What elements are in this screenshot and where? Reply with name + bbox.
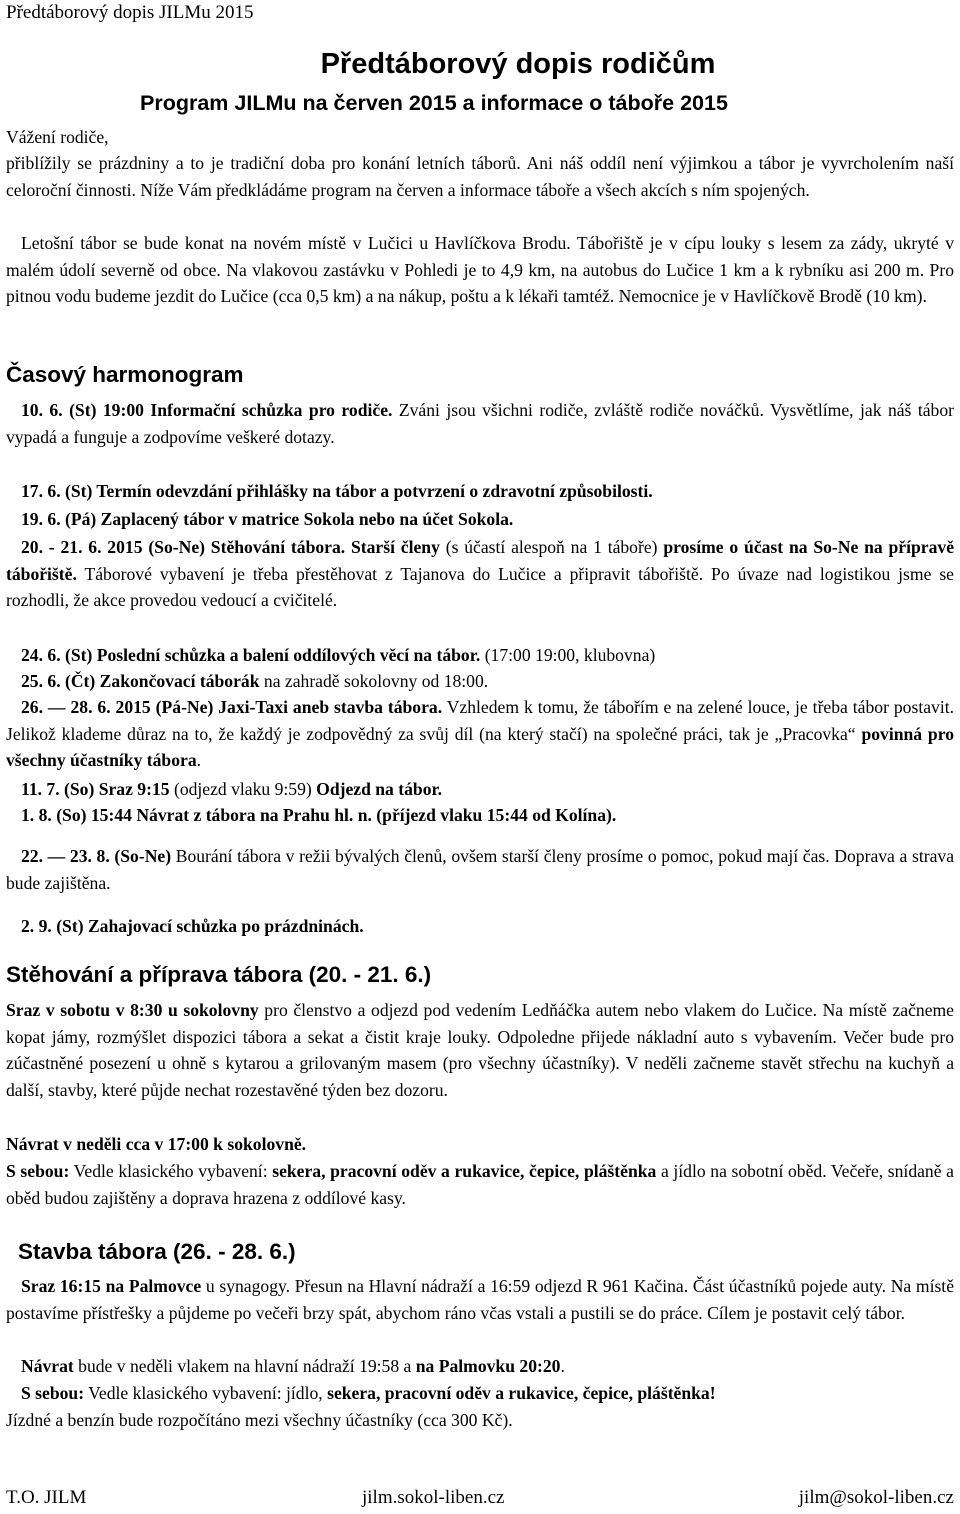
schedule-item-last-meeting: 24. 6. (St) Poslední schůzka a balení oddílových věcí na tábor. (17:00 19:00, klubovna) bbox=[21, 645, 656, 665]
schedule-item-campfire: 25. 6. (Čt) Zakončovací táborák na zahradě sokolovny od 18:00. bbox=[21, 671, 489, 691]
schedule-item-building: 26. — 28. 6. 2015 (Pá-Ne) Jaxi-Taxi aneb stavba tábora. Vzhledem k tomu, že tábořím e na zelené louce, je třeba tábor postavit. Jelikož klademe důraz na to, že každý je zodpovědný za svůj díl (na který stačí) na společné práci, tak je „Pracovka“ povinná pro všechny účastníky tábora. bbox=[6, 697, 955, 770]
schedule-heading: Časový harmonogram bbox=[6, 362, 244, 387]
building-fare-note: Jízdné a benzín bude rozpočítáno mezi všechny účastníky (cca 300 Kč). bbox=[6, 1410, 513, 1430]
moving-return: Návrat v neděli cca v 17:00 k sokolovně. bbox=[6, 1134, 307, 1154]
schedule-item-first-meeting: 2. 9. (St) Zahajovací schůzka po prázdninách. bbox=[21, 916, 364, 936]
footer-email-link[interactable]: jilm@sokol-liben.cz bbox=[798, 1487, 954, 1508]
building-equipment: S sebou: Vedle klasického vybavení: jídlo, sekera, pracovní oděv a rukavice, čepice, pláštěnka! bbox=[21, 1383, 716, 1403]
schedule-item-return: 1. 8. (So) 15:44 Návrat z tábora na Prahu hl. n. (příjezd vlaku 15:44 od Kolína). bbox=[21, 805, 617, 825]
intro-paragraph: přiblížily se prázdniny a to je tradiční doba pro konání letních táborů. Ani náš oddíl není výjimkou a tábor je vyvrcholením naší celoroční činnosti. Níže Vám předkládáme program na červen a informace táboře a všech akcích s ním spojených. bbox=[6, 153, 954, 200]
schedule-item-parents-meeting: 10. 6. (St) 19:00 Informační schůzka pro rodiče. Zváni jsou všichni rodiče, zvláště rodiče nováčků. Vysvětlíme, jak náš tábor vypadá a funguje a zodpovíme veškeré dotazy. bbox=[6, 400, 954, 447]
moving-equipment: S sebou: Vedle klasického vybavení: sekera, pracovní oděv a rukavice, čepice, pláštěnka a jídlo na sobotní oběd. Večeře, snídaně a oběd budou zajištěny a doprava hrazena z oddílové kasy. bbox=[6, 1161, 954, 1208]
schedule-item-payment: 19. 6. (Pá) Zaplacený tábor v matrice Sokola nebo na účet Sokola. bbox=[21, 509, 514, 529]
page-header-title: Předtáborový dopis JILMu 2015 bbox=[6, 2, 254, 23]
page-subtitle: Program JILMu na červen 2015 a informace o táboře 2015 bbox=[140, 91, 728, 115]
location-paragraph: Letošní tábor se bude konat na novém místě v Lučici u Havlíčkova Brodu. Tábořiště je v cípu louky s lesem za zády, ukryté v malém údolí severně od obce. Na vlakovou zastávku v Pohledi je to 4,9 km, na autobus do Lučice 1 km a k rybníku asi 200 m. Pro pitnou vodu budeme jezdit do Lučice (cca 0,5 km) a na nákup, poštu a k lékaři tamtéž. Nemocnice je v Havlíčkově Brodě (10 km). bbox=[6, 233, 954, 306]
footer-website-link[interactable]: jilm.sokol-liben.cz bbox=[362, 1487, 505, 1508]
schedule-item-dismantling: 22. — 23. 8. (So-Ne) Bourání tábora v režii bývalých členů, ovšem starší členy prosíme o pomoc, pokud mají čas. Doprava a strava bude zajištěna. bbox=[6, 846, 954, 893]
schedule-item-departure: 11. 7. (So) Sraz 9:15 (odjezd vlaku 9:59) Odjezd na tábor. bbox=[21, 779, 443, 799]
building-paragraph: Sraz 16:15 na Palmovce u synagogy. Přesun na Hlavní nádraží a 16:59 odjezd R 961 Kačina. Část účastníků pojede auty. Na místě postavíme přístřešky a půjdeme po večeři brzy spát, abychom ráno včas vstali a pustili se do práce. Cílem je postavit celý tábor. bbox=[6, 1276, 955, 1323]
schedule-item-application: 17. 6. (St) Termín odevzdání přihlášky na tábor a potvrzení o zdravotní způsobilosti. bbox=[21, 481, 653, 501]
page-title: Předtáborový dopis rodičům bbox=[320, 48, 716, 80]
greeting: Vážení rodiče, bbox=[6, 127, 109, 147]
building-heading: Stavba tábora (26. - 28. 6.) bbox=[18, 1239, 296, 1264]
moving-heading: Stěhování a příprava tábora (20. - 21. 6.) bbox=[6, 962, 432, 987]
footer-org: T.O. JILM bbox=[6, 1487, 87, 1508]
building-return: Návrat bude v neděli vlakem na hlavní nádraží 19:58 a na Palmovku 20:20. bbox=[21, 1356, 565, 1376]
moving-paragraph: Sraz v sobotu v 8:30 u sokolovny pro členstvo a odjezd pod vedením Ledňáčka autem nebo vlakem do Lučice. Na místě začneme kopat jámy, rozmýšlet dispozici tábora a sekat a čistit kraje louky. Odpoledne přijede nákladní auto s vybavením. Večer bude pro zúčastněné posezení u ohně s kytarou a grilovaným masem (pro všechny účastníky). V neděli začneme stavět střechu na kuchyň a další, stavby, které půjde nechat rozestavěné týden bez dozoru. bbox=[6, 1000, 954, 1100]
schedule-item-moving: 20. - 21. 6. 2015 (So-Ne) Stěhování tábora. Starší členy (s účastí alespoň na 1 táboře) prosíme o účast na So-Ne na přípravě tábořiště. Táborové vybavení je třeba přestěhovat z Tajanova do Lučice a připravit tábořiště. Po úvaze nad logistikou jsme se rozhodli, že akce provedou vedoucí a cvičitelé. bbox=[6, 537, 954, 610]
